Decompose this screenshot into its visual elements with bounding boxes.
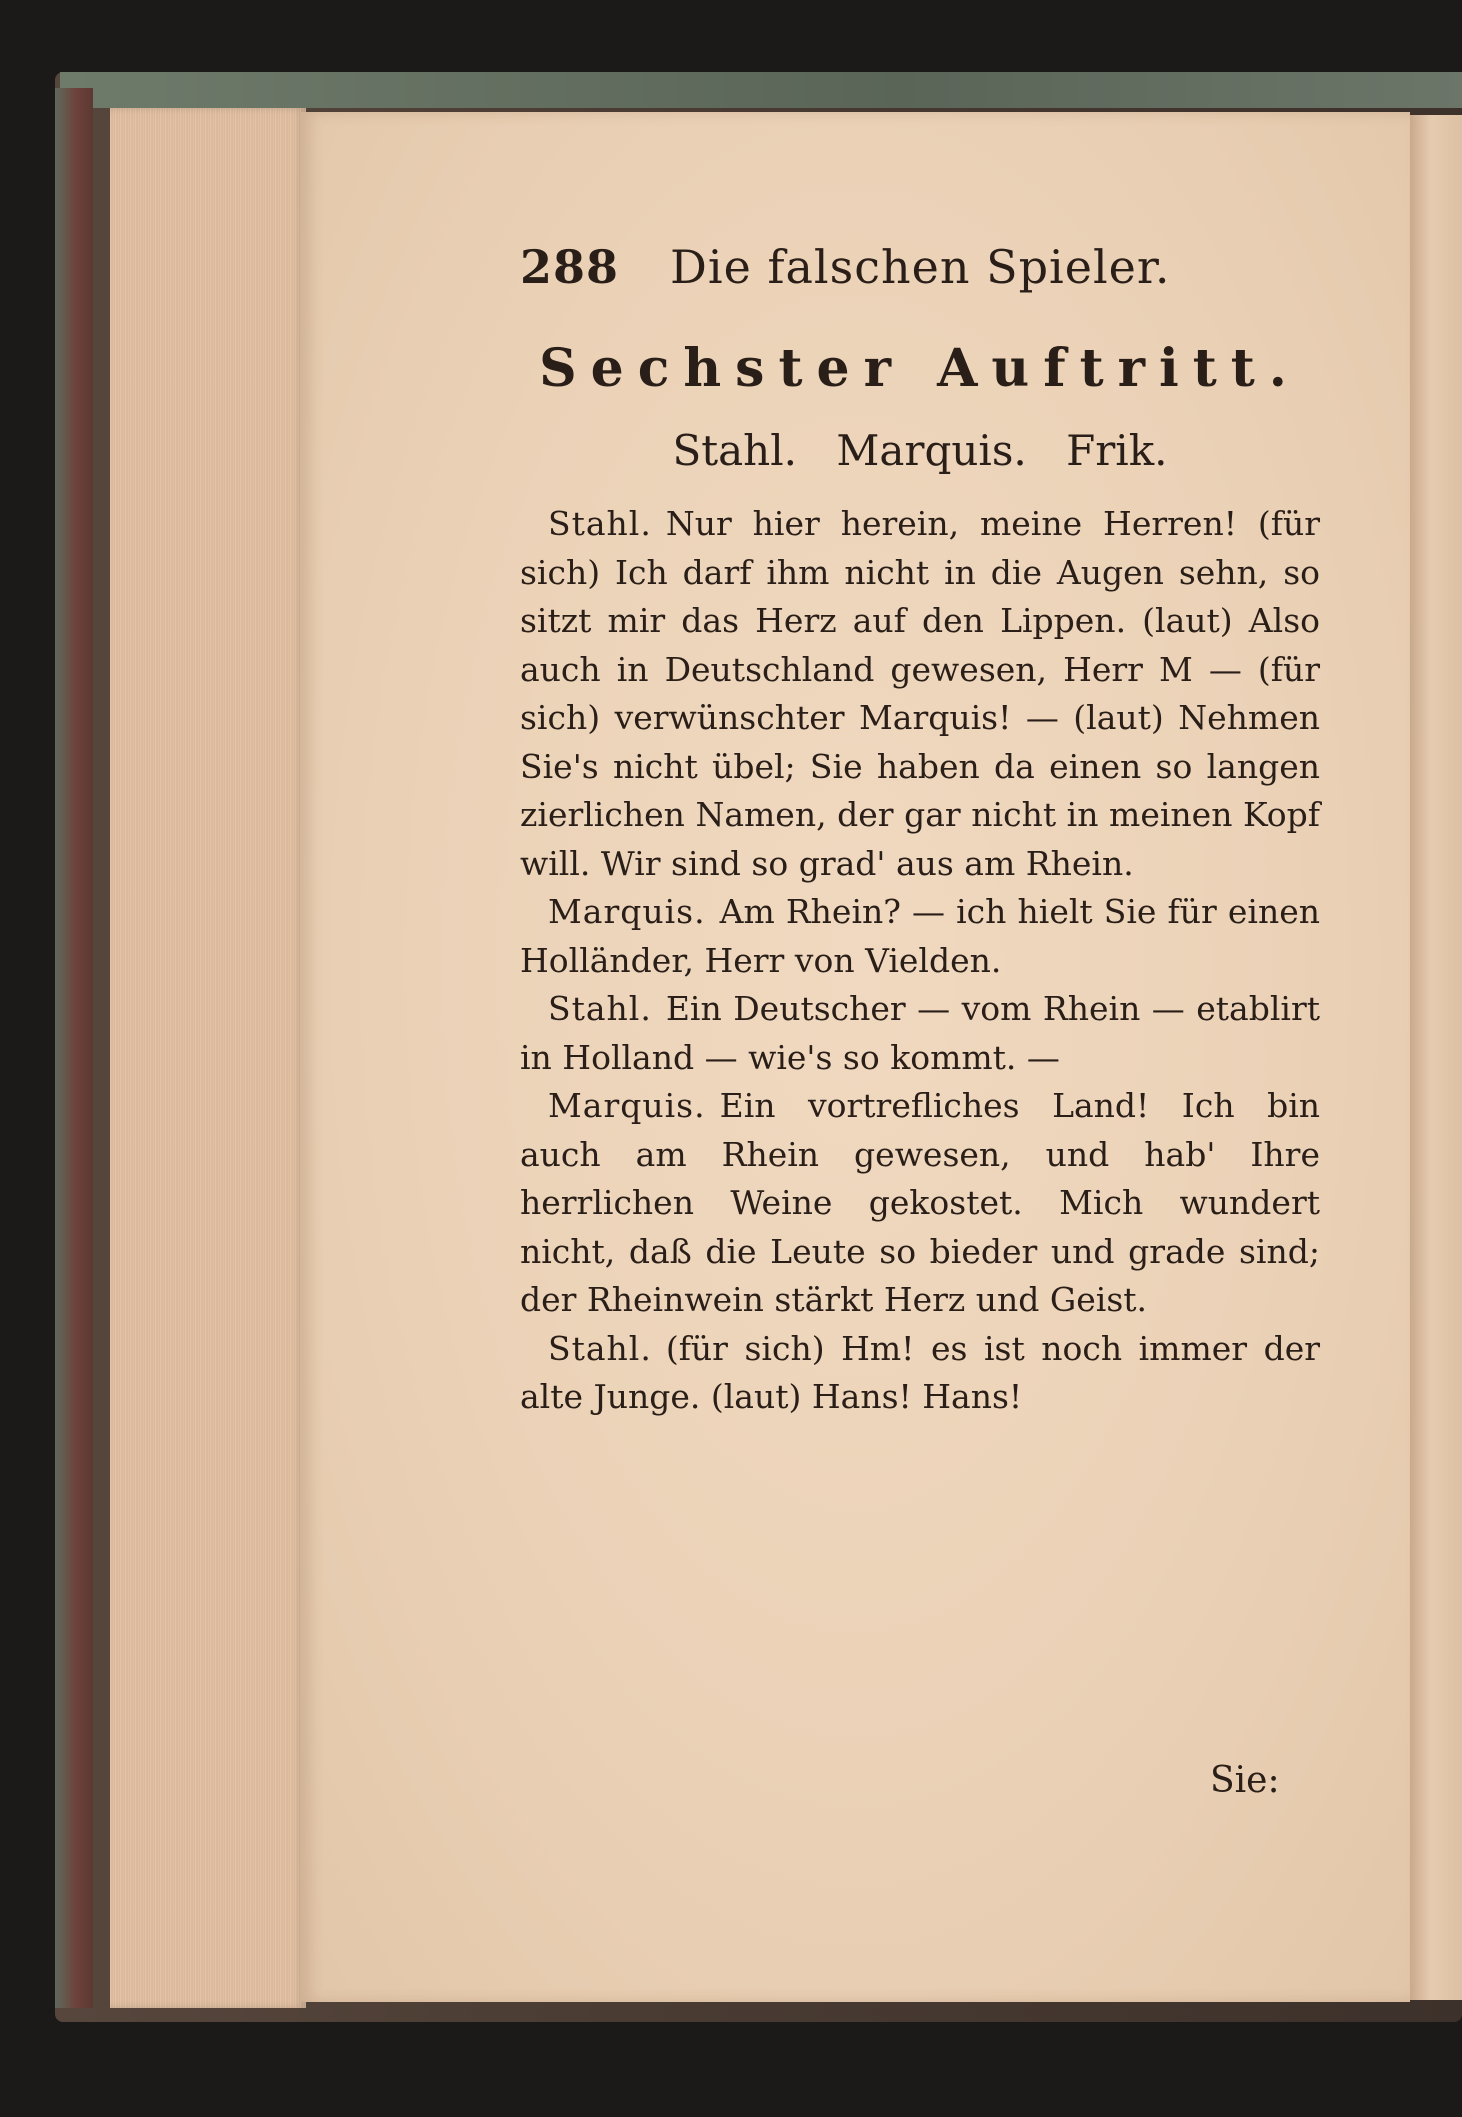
catchword: Sie:	[1210, 1760, 1280, 1801]
speaker-name: Stahl.	[548, 1328, 652, 1368]
scene-persons: Stahl. Marquis. Frik.	[672, 426, 1168, 475]
cover-top-edge	[60, 72, 1462, 108]
speaker-name: Stahl.	[548, 989, 652, 1028]
speaker-name: Marquis.	[548, 1086, 706, 1125]
speaker-name: Marquis.	[548, 892, 706, 931]
page-number: 288	[520, 240, 620, 294]
dialogue-text: (für sich) Hm! es ist noch immer der alte Junge. (laut) Hans! Hans!	[520, 1328, 1320, 1416]
page-text	[520, 240, 1320, 1422]
dialogue-paragraph	[520, 888, 1320, 985]
dialogue-text: Am Rhein? — ich hielt Sie für einen Holländer, Herr von Vielden.	[520, 892, 1320, 980]
dialogue-text: Ein Deutscher — vom Rhein — etablirt in Holland — wie's so kommt. —	[520, 989, 1320, 1077]
running-title: Die falschen Spieler.	[670, 240, 1171, 294]
dialogue-paragraph	[520, 500, 1320, 888]
page-stack-edge	[110, 108, 306, 2008]
dialogue-text: Ein vortrefliches Land! Ich bin auch am Rhein gewesen, und hab' Ihre herrlichen Weine gekostet. Mich wundert nicht, daß die Leute so bieder und grade sind; der Rheinwein stärkt Herz und Geist.	[520, 1086, 1320, 1319]
speaker-name: Stahl.	[548, 504, 652, 543]
cover-spine-edge	[55, 88, 93, 2008]
scene-title: Sechster Auftritt.	[539, 338, 1301, 399]
facing-page-edge	[1410, 115, 1462, 2000]
dialogue-paragraph	[520, 1082, 1320, 1325]
page-header	[520, 240, 1320, 310]
dialogue-paragraph	[520, 1325, 1320, 1422]
dialogue-paragraph	[520, 985, 1320, 1082]
dialogue-text: Nur hier herein, meine Herren! (für sich) Ich darf ihm nicht in die Augen sehn, so sitzt mir das Herz auf den Lippen. (laut) Also auch in Deutschland gewesen, Herr M — (für sich) verwünschter Marquis! — (laut) Nehmen Sie's nicht übel; Sie haben da einen so langen zierlichen Namen, der gar nicht in meinen Kopf will. Wir sind so grad' aus am Rhein.	[520, 504, 1320, 883]
